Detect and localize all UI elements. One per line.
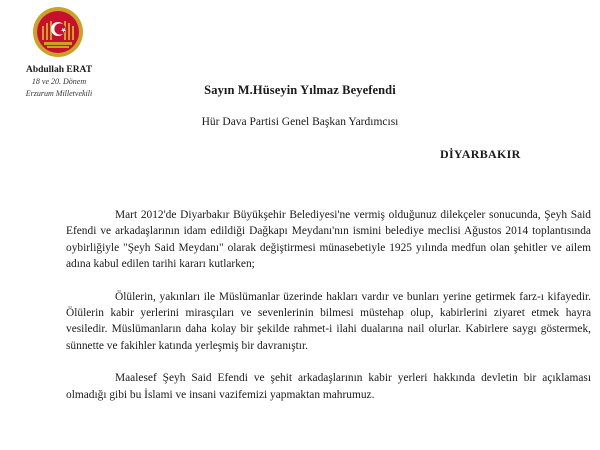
sender-role: Erzurum Milletvekili (25, 89, 93, 98)
body-paragraph-3: Maalesef Şeyh Said Efendi ve şehit arkadaşlarının kabir yerleri hakkında devletin bir açıklaması olmadığı gibi bu İslami ve insani vazifemizi yapmaktan mahrumuz. (66, 372, 591, 401)
addressee-title: Hür Dava Partisi Genel Başkan Yardımcısı (201, 116, 399, 128)
body-paragraph-2: Ölülerin, yakınları ile Müslümanlar üzerinde hakları vardır ve bunları yerine getirmek farz-ı kifayedir. Ölülerin kabir yerlerini mirasçıları ve sevenlerinin bilmesi müstehap olup, kabirlerini ziyaret etmek hayra vesiledir. Müslümanların daha kolay bir şekilde rahmet-i ilahi dualarına nail olurlar. Kabirlere saygı göstermek, sünnette ve fakihler katında yerleşmiş bir davranıştır. (66, 290, 591, 352)
body-paragraph-1: Mart 2012'de Diyarbakır Büyükşehir Belediyesi'ne vermiş olduğunuz dilekçeler sonucunda, Şeyh Said Efendi ve arkadaşlarının idam edildiği Dağkapı Meydanı'nın ismini belediye meclisi Ağustos 2014 toplantısında oybirliğiyle "Şeyh Said Meydanı" olarak değiştirmesi münasebetiyle 1925 yılında medfun olan şehitler ve ailem adına kabul edilen tarihi kararı kutlarken; (66, 209, 591, 271)
tbmm-emblem-icon (32, 6, 84, 58)
sender-term: 18 ve 20. Dönem (31, 77, 87, 86)
sender-name: Abdullah ERAT (25, 65, 93, 75)
addressee-city: DİYARBAKIR (440, 147, 521, 161)
letter-body (66, 207, 591, 419)
addressee-name: Sayın M.Hüseyin Yılmaz Beyefendi (204, 83, 396, 97)
